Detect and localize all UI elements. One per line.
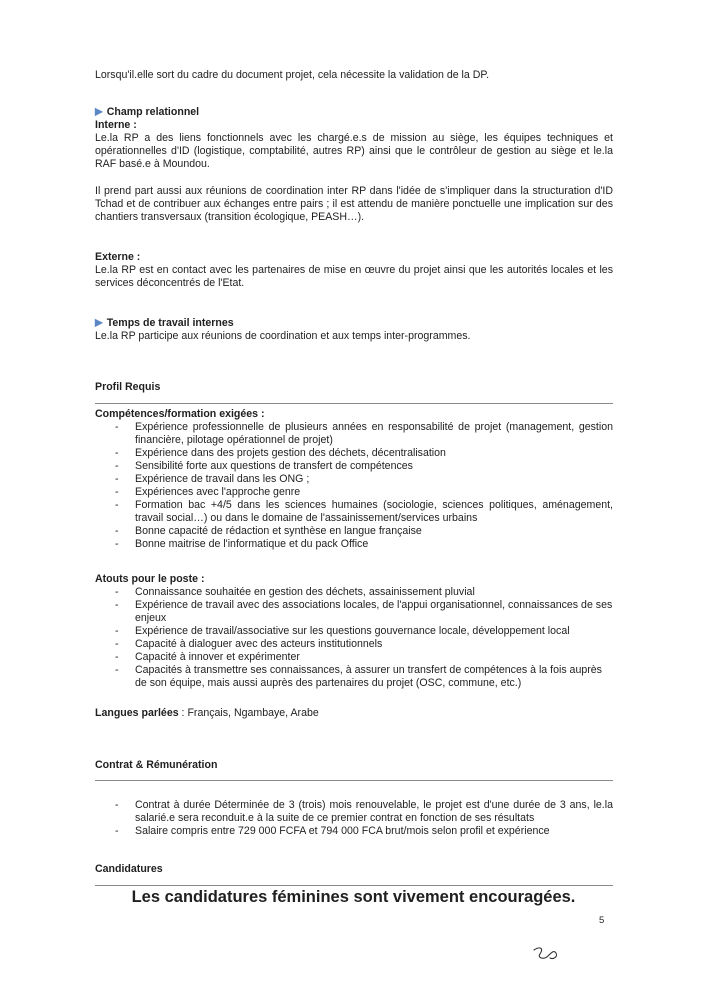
externe-label: Externe : <box>95 251 141 263</box>
champ-relationnel-title: Champ relationnel <box>106 106 200 118</box>
list-item: - Salaire compris entre 729 000 FCFA et 794 000 FCA brut/mois selon profil et expérience <box>115 825 550 837</box>
list-item: - Capacité à dialoguer avec des acteurs institutionnels <box>115 638 383 650</box>
triangle-right-icon: ▶ <box>95 106 103 118</box>
list-item: - Expérience de travail avec des associations locales, de l'appui organisationnel, connaissances de ses enjeux <box>115 599 613 624</box>
profil-requis-heading: Profil Requis <box>95 381 161 393</box>
temps-section <box>95 317 613 343</box>
section-divider <box>95 780 613 781</box>
list-item: - Capacité à innover et expérimenter <box>115 651 300 663</box>
section-divider <box>95 885 613 886</box>
champ-relationnel-heading <box>95 106 613 119</box>
list-item: - Bonne maitrise de l'informatique et du pack Office <box>115 538 369 550</box>
list-item: - Bonne capacité de rédaction et synthèse en langue française <box>115 525 422 537</box>
list-item: - Sensibilité forte aux questions de transfert de compétences <box>115 460 413 472</box>
competences-label: Compétences/formation exigées : <box>95 408 265 420</box>
list-item: - Formation bac +4/5 dans les sciences humaines (sociologie, sciences politiques, aménagement, travail social…) ou dans le domaine de l'assainissement/services urbains <box>115 499 613 524</box>
atouts-list <box>95 586 613 690</box>
temps-title: Temps de travail internes <box>106 317 234 329</box>
triangle-right-icon: ▶ <box>95 317 103 329</box>
langues-line <box>95 707 613 720</box>
page-number: 5 <box>599 915 605 926</box>
list-item: - Contrat à durée Déterminée de 3 (trois) mois renouvelable, le projet est d'une durée de 3 ans, le.la salarié.e sera reconduit.e à la suite de ce premier contrat en fonction de ses résultats <box>115 799 613 824</box>
atouts-label: Atouts pour le poste : <box>95 573 205 585</box>
externe-section <box>95 251 613 290</box>
section-divider <box>95 403 613 404</box>
list-item: - Capacités à transmettre ses connaissances, à assurer un transfert de compétences à la fois auprès de son équipe, mais aussi auprès des partenaires du projet (OSC, commune, etc.) <box>115 664 602 689</box>
candidatures-heading: Candidatures <box>95 863 163 875</box>
list-item: - Expérience de travail/associative sur les questions gouvernance locale, développement local <box>115 625 570 637</box>
candidatures-banner: Les candidatures féminines sont vivement encouragées. <box>131 888 576 906</box>
competences-section <box>95 408 613 551</box>
interne-label: Interne : <box>95 119 137 131</box>
atouts-section <box>95 573 613 690</box>
champ-relationnel-section <box>95 106 613 171</box>
langues-value: : Français, Ngambaye, Arabe <box>178 707 319 719</box>
list-item: - Connaissance souhaitée en gestion des déchets, assainissement pluvial <box>115 586 475 598</box>
list-item: - Expériences avec l'approche genre <box>115 486 301 498</box>
langues-label: Langues parlées <box>95 707 179 719</box>
interne-paragraph-1: Le.la RP a des liens fonctionnels avec les chargé.e.s de mission au siège, les équipes techniques et opérationnelles d'ID (logistique, comptabilité, autres RP) ainsi que le contrôleur de gestion au siège et le.la RAF basé.e à Moundou. <box>95 132 613 170</box>
list-item: - Expérience dans des projets gestion des déchets, décentralisation <box>115 447 446 459</box>
contrat-heading: Contrat & Rémunération <box>95 759 218 771</box>
competences-list <box>95 421 613 551</box>
temps-text: Le.la RP participe aux réunions de coordination et aux temps inter-programmes. <box>95 330 471 342</box>
externe-paragraph: Le.la RP est en contact avec les partenaires de mise en œuvre du projet ainsi que les autorités locales et les services déconcentrés de l'Etat. <box>95 264 613 289</box>
initials-signature <box>532 944 562 964</box>
list-item: - Expérience de travail dans les ONG ; <box>115 473 310 485</box>
intro-line: Lorsqu'il.elle sort du cadre du document projet, cela nécessite la validation de la DP. <box>95 69 490 81</box>
interne-paragraph-2: Il prend part aussi aux réunions de coordination inter RP dans l'idée de s'impliquer dans la structuration d'ID Tchad et de contribuer aux échanges entre pairs ; il est attendu de manière ponctuelle une implication sur des chantiers transversaux (transition écologique, PEASH…). <box>95 185 613 223</box>
list-item: - Expérience professionnelle de plusieurs années en responsabilité de projet (management, gestion financière, pilotage opérationnel de projet) <box>115 421 613 446</box>
temps-heading <box>95 317 613 330</box>
contrat-list <box>95 799 613 838</box>
